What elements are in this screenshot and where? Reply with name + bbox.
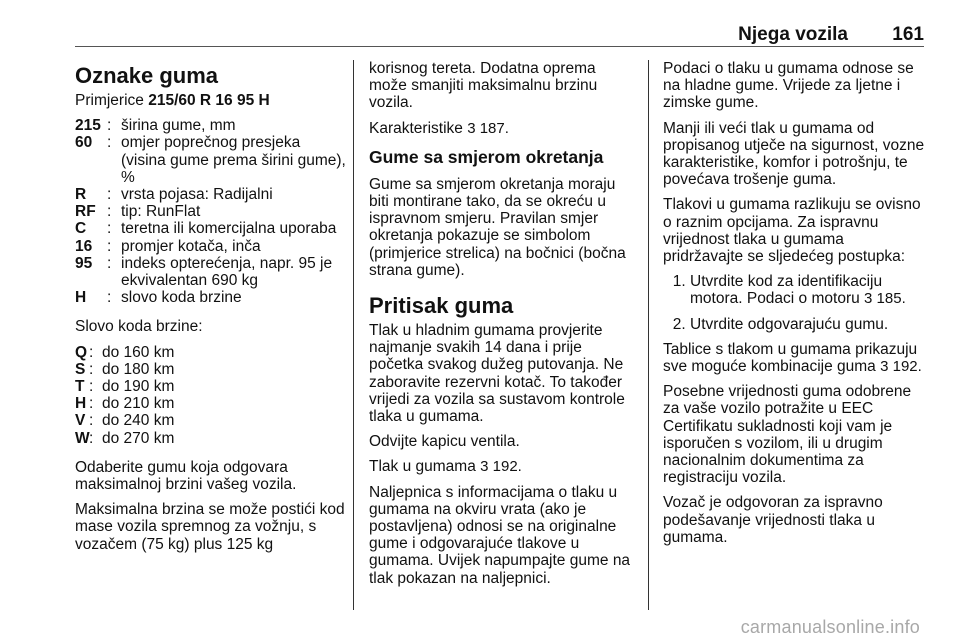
column-divider-1 [353, 60, 354, 610]
definition-term: RF [75, 203, 96, 221]
definition-term: S [75, 360, 86, 378]
definition-term: H [75, 395, 87, 413]
paragraph: Maksimalna brzina se može postići kod mase vozila spremnog za vožnju, s vozačem (75 kg) plus 125 kg [75, 501, 345, 553]
definition-term: T [75, 378, 85, 396]
definition-term: Q [75, 343, 88, 361]
page-reference-link[interactable]: 3 192. [480, 458, 522, 476]
column-1 [75, 60, 347, 561]
definition-description: širina gume, mm [121, 117, 236, 135]
procedure-steps [663, 273, 927, 333]
definition-description: teretna ili komercijalna uporaba [121, 220, 337, 238]
definition-description: tip: RunFlat [121, 203, 201, 221]
page-reference-link[interactable]: 3 187. [467, 119, 509, 137]
definition-separator: : [107, 134, 112, 152]
paragraph: Odaberite gumu koja odgovara maksimalnoj brzini vašeg vozila. [75, 458, 297, 494]
text: Tlak u gumama [369, 458, 481, 476]
section-title-pritisak-guma: Pritisak guma [369, 293, 514, 319]
text: Tablice s tlakom u gumama prikazuju sve moguće kombinacije guma [663, 340, 918, 376]
definition-description: do 190 km [102, 378, 175, 396]
definition-description: do 240 km [102, 412, 175, 430]
text: Karakteristike [369, 119, 468, 137]
definition-term: C [75, 220, 87, 238]
column-3 [663, 60, 927, 554]
definition-separator: : [89, 429, 94, 447]
definition-term: 215 [75, 117, 101, 135]
definition-separator: : [89, 378, 94, 396]
paragraph: Gume sa smjerom okretanja moraju biti montirane tako, da se okreću u ispravnom smjeru. Pravilan smjer okretanja pokazuje se simbolom (primjerice strelica) na bočnici (bočna strana gume). [369, 175, 626, 279]
definition-term: 16 [75, 237, 93, 255]
definition-separator: : [89, 412, 94, 430]
definition-description: omjer poprečnog presjeka (visina gume prema širini gume), % [121, 134, 346, 186]
definition-separator: : [107, 220, 112, 238]
column-divider-2 [648, 60, 649, 610]
paragraph: Tlak u hladnim gumama provjerite najmanje svakih 14 dana i prije početka svakog dužeg putovanja. Ne zaboravite rezervni kotač. To također vrijedi za vozila sa sustavom kontrole tlaka u gumama. [369, 322, 625, 426]
definition-description: do 160 km [102, 343, 175, 361]
definition-separator: : [89, 395, 94, 413]
definition-term: R [75, 186, 87, 204]
definition-term: H [75, 289, 87, 307]
text: Utvrdite kod za identifikaciju motora. Podaci o motoru [690, 273, 883, 308]
paragraph: Naljepnica s informacijama o tlaku u gumama na okviru vrata (ako je postavljena) odnosi se na originalne gume i odgovarajuće tlakove u gumama. Uvijek napumpajte gume na tlak pokazan na naljepnici. [369, 483, 631, 587]
definition-description: slovo koda brzine [121, 289, 242, 307]
paragraph [663, 341, 927, 375]
definition-description: vrsta pojasa: Radijalni [121, 186, 273, 204]
tyre-code-definitions [75, 117, 347, 306]
paragraph: Posebne vrijednosti guma odobrene za vaše vozilo potražite u EEC Certifikatu sukladnosti koji vam je isporučen s vozilom, ili u drugim nacionalnim dokumentima za registraciju vozila. [663, 383, 912, 487]
speed-intro: Slovo koda brzine: [75, 318, 203, 336]
definition-description: do 270 km [102, 429, 175, 447]
definition-separator: : [107, 117, 112, 135]
definition-separator: : [107, 203, 112, 221]
definition-separator: : [89, 360, 94, 378]
definition-description: promjer kotača, inča [121, 237, 261, 255]
definition-description: do 210 km [102, 395, 175, 413]
paragraph [369, 120, 637, 137]
paragraph: korisnog tereta. Dodatna oprema može smanjiti maksimalnu brzinu vozila. [369, 60, 598, 112]
page-number: 161 [892, 24, 924, 45]
column-2 [369, 60, 637, 595]
running-header-title: Njega vozila [738, 24, 848, 45]
header-rule [75, 46, 924, 47]
definition-term: V [75, 412, 86, 430]
step [690, 273, 927, 307]
example-code: 215/60 R 16 95 H [148, 92, 270, 109]
definition-description: indeks opterećenja, napr. 95 je ekvivalentan 690 kg [121, 254, 333, 290]
definition-separator: : [107, 186, 112, 204]
definition-term: 95 [75, 254, 93, 272]
page-reference-link[interactable]: 3 185. [864, 290, 906, 308]
paragraph: Vozač je odgovoran za ispravno podešavanje vrijednosti tlaka u gumama. [663, 494, 883, 546]
speed-code-list [75, 344, 347, 447]
definition-separator: : [107, 289, 112, 307]
step: 2. Utvrdite odgovarajuću gumu. [690, 316, 927, 333]
example-prefix: Primjerice [75, 92, 149, 109]
paragraph: Odvijte kapicu ventila. [369, 433, 520, 451]
section-title-oznake-guma: Oznake guma [75, 63, 219, 88]
definition-separator: : [107, 237, 112, 255]
definition-separator: : [89, 343, 94, 361]
paragraph: Podaci o tlaku u gumama odnose se na hladne gume. Vrijede za ljetne i zimske gume. [663, 60, 914, 112]
definition-separator: : [107, 254, 112, 272]
paragraph: Tlakovi u gumama razlikuju se ovisno o raznim opcijama. Za ispravnu vrijednost tlaka u gumama pridržavajte se sljedećeg postupka: [663, 196, 921, 266]
paragraph: Manji ili veći tlak u gumama od propisanog utječe na sigurnost, vozne karakteristike, komfor i potrošnju, te povećava trošenje guma. [663, 119, 925, 189]
page-reference-link[interactable]: 3 192. [880, 358, 922, 376]
example-line [75, 92, 347, 109]
paragraph [369, 458, 637, 475]
definition-description: do 180 km [102, 360, 175, 378]
watermark: carmanualsonline.info [740, 617, 920, 637]
definition-term: W [75, 429, 90, 447]
definition-term: 60 [75, 134, 93, 152]
subsection-title: Gume sa smjerom okretanja [369, 146, 604, 167]
